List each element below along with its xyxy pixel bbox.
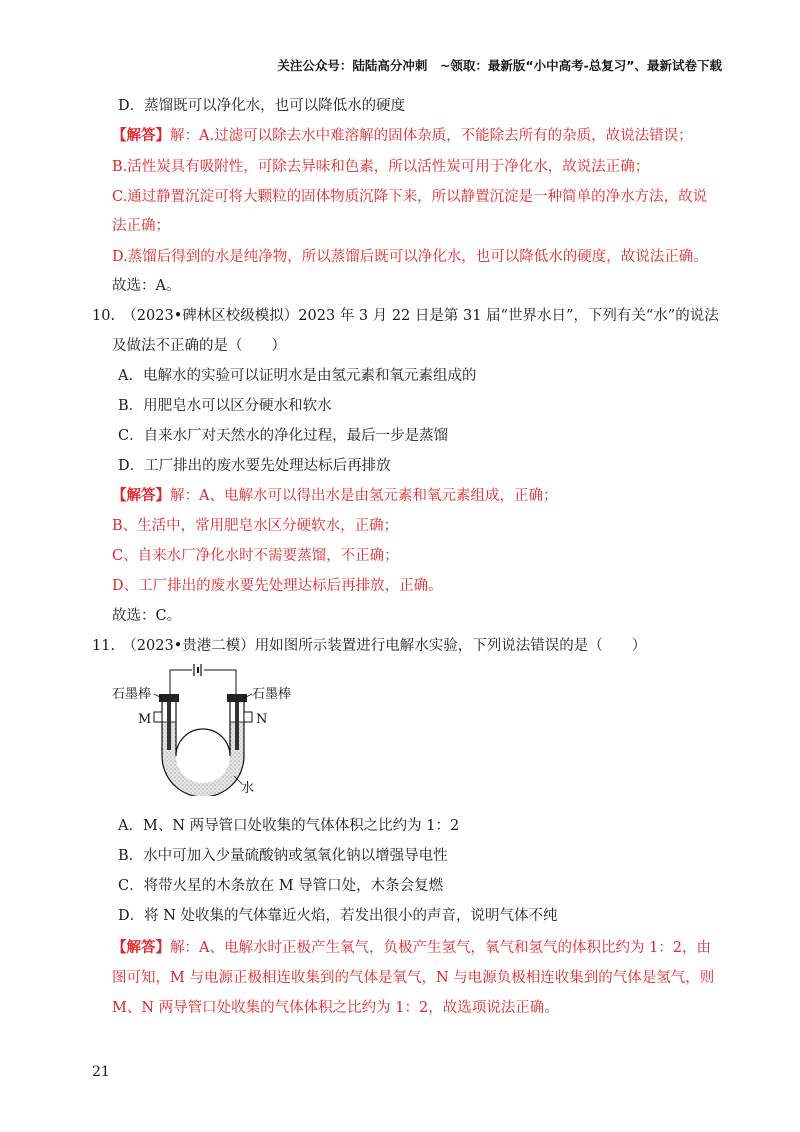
q9-option-d: D．蒸馏既可以净化水，也可以降低水的硬度 <box>118 98 406 114</box>
q10-option-a: A．电解水的实验可以证明水是由氢元素和氧元素组成的 <box>118 368 477 384</box>
q11-option-d: D．将 N 处收集的气体靠近火焰，若发出很小的声音，说明气体不纯 <box>118 908 558 924</box>
q10-choice: 故选：C。 <box>112 608 182 624</box>
q11-option-a: A．M、N 两导管口处收集的气体体积之比约为 1：2 <box>118 818 460 834</box>
q9-answer-line-4: 法正确； <box>112 218 170 234</box>
q9-answer-line-2: B.活性炭具有吸附性，可除去异味和色素，所以活性炭可用于净化水，故说法正确； <box>112 159 650 175</box>
q11-answer-text-1: 解：A、电解水时正极产生氧气，负极产生氢气，氧气和氢气的体积比约为 1：2，由 <box>170 940 712 956</box>
q10-stem-line-2: 及做法不正确的是（ ） <box>112 338 286 354</box>
q11-answer-line-3: M、N 两导管口处收集的气体体积之比约为 1：2，故选项说法正确。 <box>112 1000 559 1016</box>
q10-answer-line-1 <box>112 486 557 506</box>
q10-answer-tag: 【解答】 <box>112 487 170 504</box>
stoppers <box>159 694 247 702</box>
q9-answer-text-1: 解：A.过滤可以除去水中难溶解的固体杂质，不能除去所有的杂质，故说法错误； <box>170 128 693 144</box>
q9-answer-line-1 <box>112 126 693 146</box>
graphite-rods <box>167 702 239 750</box>
electrolysis-apparatus-diagram <box>110 656 300 796</box>
q10-option-d: D．工厂排出的废水要先处理达标后再排放 <box>118 458 391 474</box>
q9-answer-line-3: C.通过静置沉淀可将大颗粒的固体物质沉降下来，所以静置沉淀是一种简单的净水方法，故说 <box>112 189 708 205</box>
page-number: 21 <box>92 1064 110 1080</box>
q10-stem-line-1: 10. （2023•碑林区校级模拟）2023 年 3 月 22 日是第 31 届“世界水日”，下列有关“水”的说法 <box>92 308 719 324</box>
q9-answer-tag: 【解答】 <box>112 127 170 144</box>
q10-answer-line-4: D、工厂排出的废水要先处理达标后再排放，正确。 <box>112 578 443 594</box>
q11-answer-tag: 【解答】 <box>112 939 170 956</box>
q11-answer-line-2: 图可知，M 与电源正极相连收集到的气体是氧气，N 与电源负极相连收集到的气体是氢气，则 <box>112 970 715 986</box>
q10-option-b: B．用肥皂水可以区分硬水和软水 <box>118 398 332 414</box>
q10-answer-line-2: B、生活中，常用肥皂水区分硬软水，正确； <box>112 518 399 534</box>
water-label: 水 <box>241 781 255 796</box>
q11-option-c: C．将带火星的木条放在 M 导管口处，木条会复燃 <box>118 878 444 894</box>
q11-option-b: B．水中可加入少量硫酸钠或氢氧化钠以增强导电性 <box>118 848 448 864</box>
q10-option-c: C．自来水厂对天然水的净化过程，最后一步是蒸馏 <box>118 428 449 444</box>
page-header: 关注公众号：陆陆高分冲刺 ~领取：最新版“小中高考-总复习”、最新试卷下载 <box>277 58 722 73</box>
q9-answer-line-5: D.蒸馏后得到的水是纯净物，所以蒸馏后既可以净化水，也可以降低水的硬度，故说法正确。 <box>112 249 708 265</box>
q11-answer-line-1 <box>112 938 711 958</box>
left-electrode-label: 石墨棒 <box>112 687 152 702</box>
right-electrode-label: 石墨棒 <box>252 687 292 702</box>
q10-answer-line-3: C、自来水厂净化水时不需要蒸馏，不正确； <box>112 548 399 564</box>
q9-choice: 故选：A。 <box>112 278 181 294</box>
q10-answer-text-1: 解：A、电解水可以得出水是由氢元素和氧元素组成，正确； <box>170 488 558 504</box>
battery-wire <box>170 664 236 694</box>
tube-n-label: N <box>256 712 268 727</box>
q11-stem: 11. （2023•贵港二模）用如图所示装置进行电解水实验，下列说法错误的是（ ） <box>92 638 647 654</box>
tube-m-label: M <box>138 712 152 727</box>
